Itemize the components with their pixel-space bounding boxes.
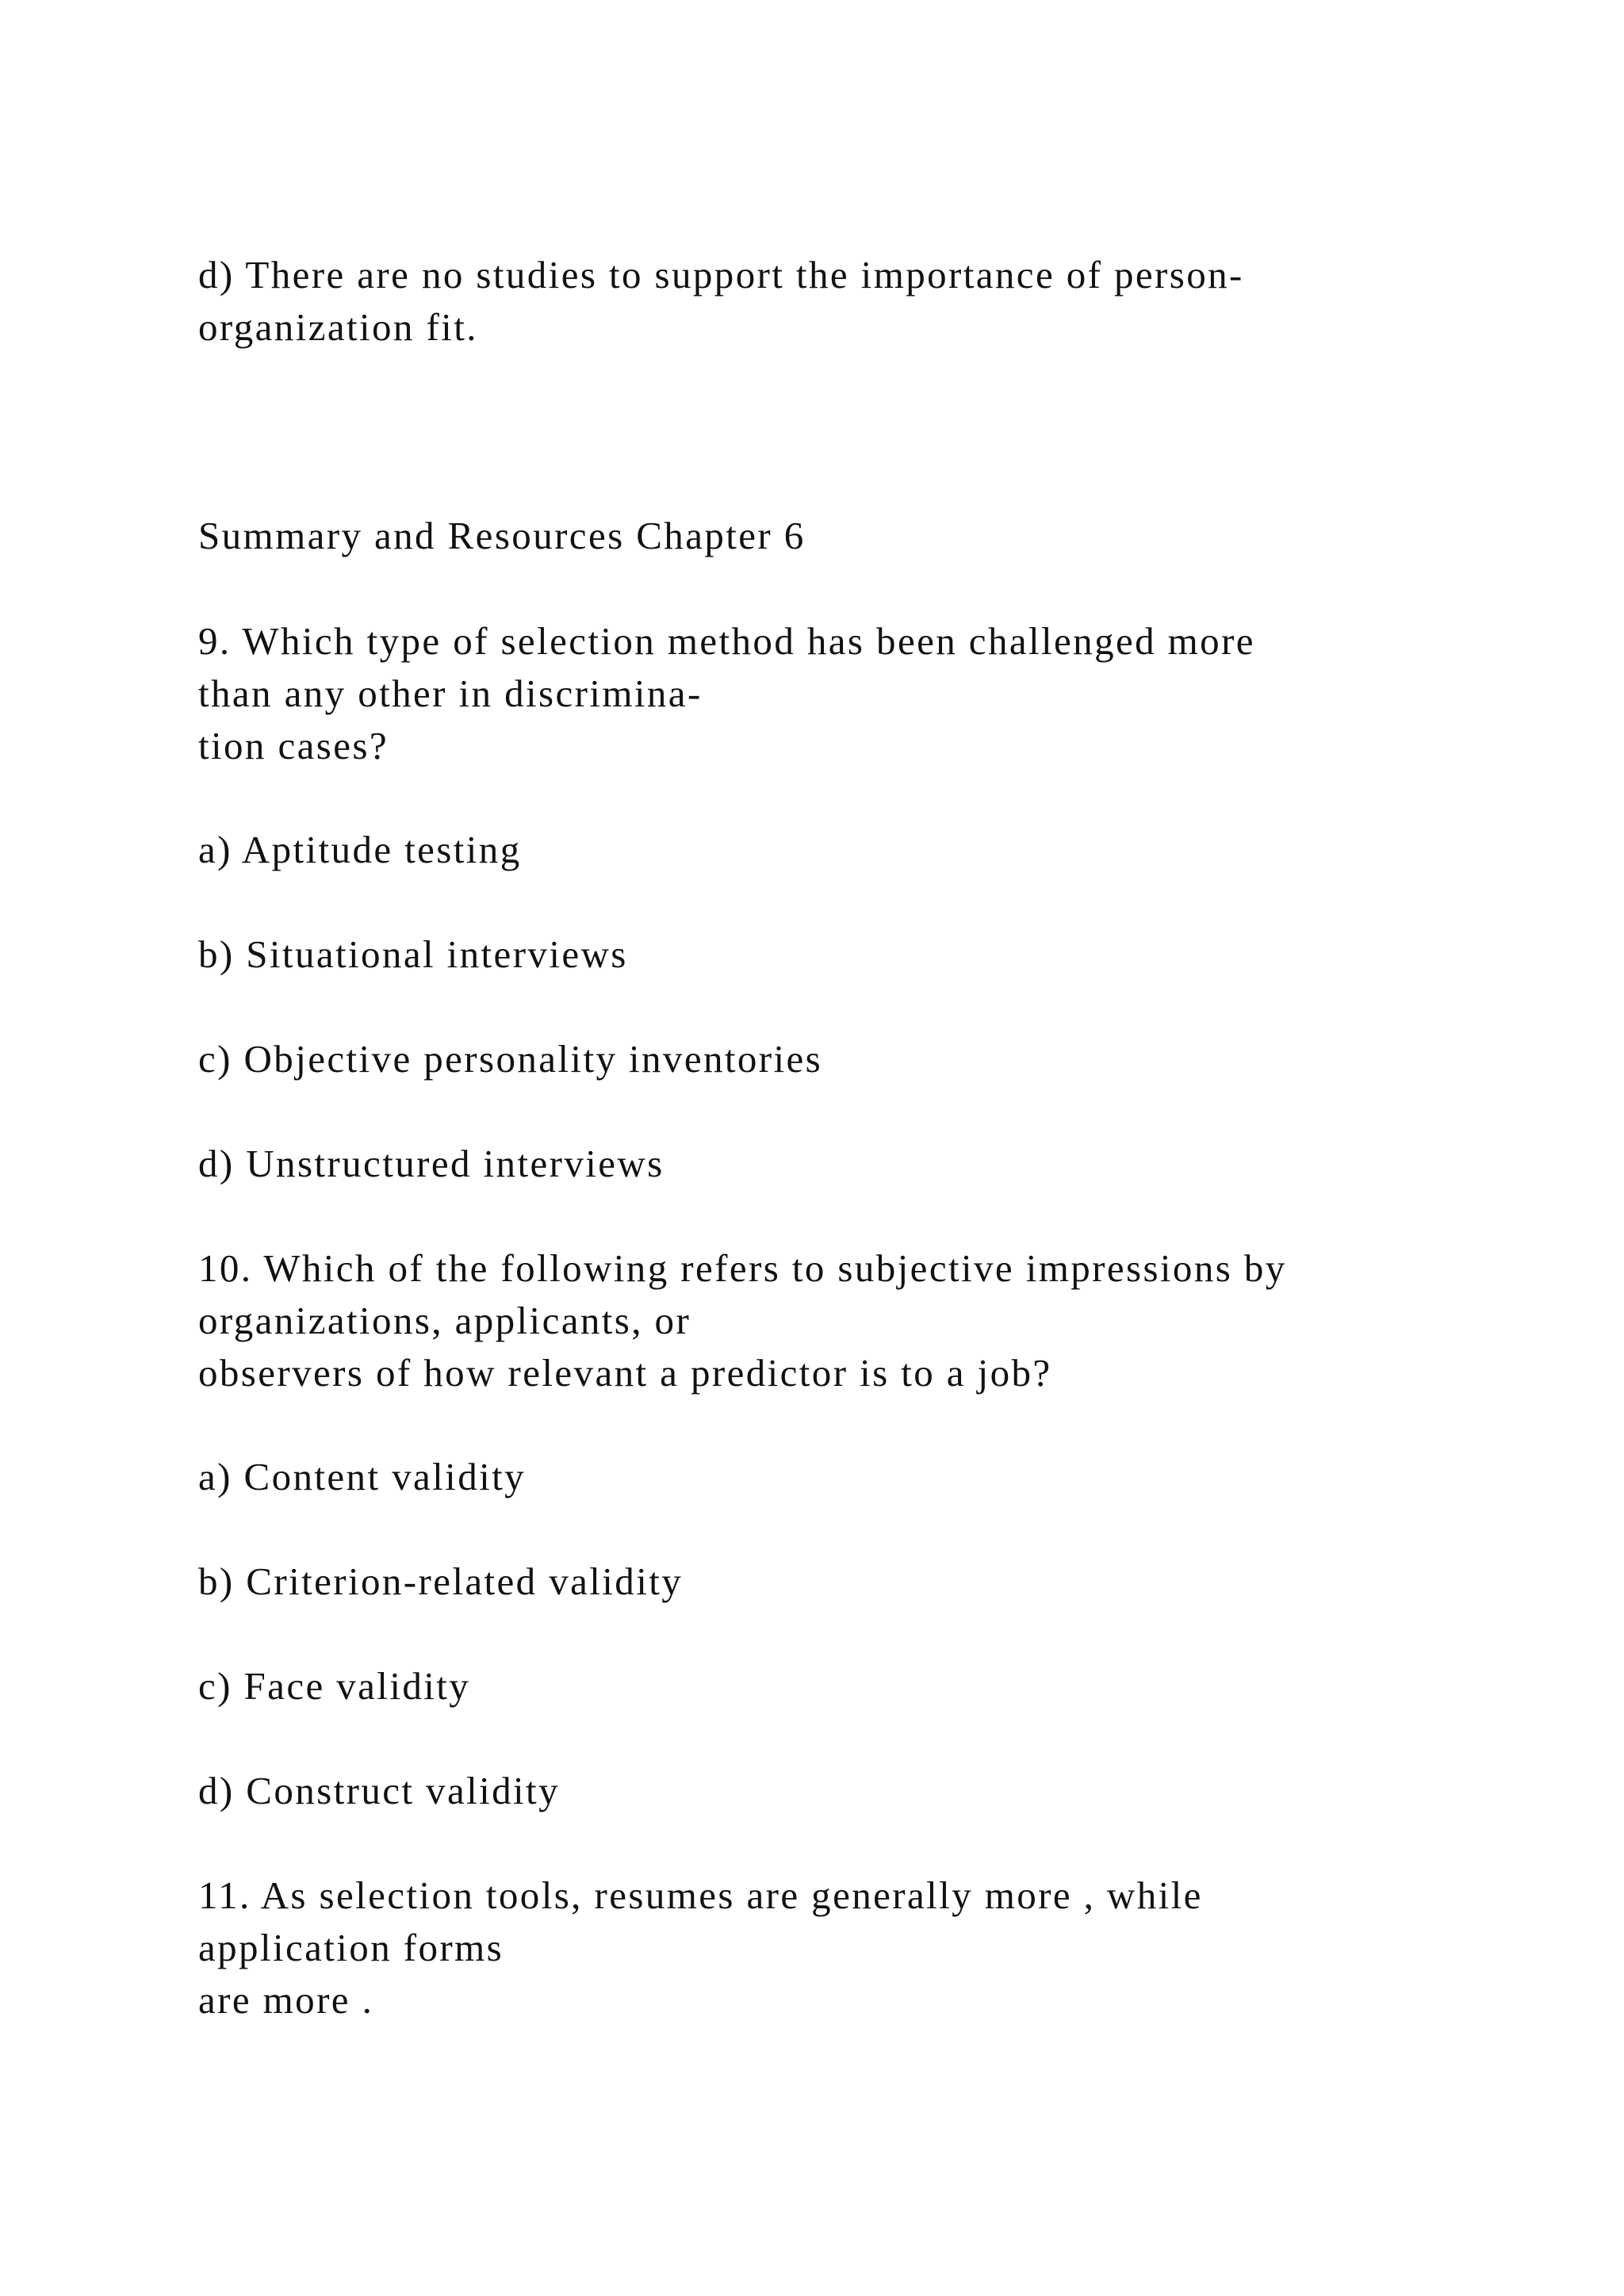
question-10-option-a: a) Content validity <box>198 1455 527 1498</box>
question-10-option-b: b) Criterion-related validity <box>198 1559 684 1603</box>
question-11-line-2: application forms <box>198 1926 504 1969</box>
question-9-option-b: b) Situational interviews <box>198 932 628 976</box>
question-10-line-1: 10. Which of the following refers to subjective impressions by <box>198 1246 1287 1290</box>
question-11-line-1: 11. As selection tools, resumes are generally more , while <box>198 1873 1203 1917</box>
question-10-option-d: d) Construct validity <box>198 1769 560 1812</box>
question-9-option-a: a) Aptitude testing <box>198 828 522 871</box>
question-10-line-2: organizations, applicants, or <box>198 1299 691 1342</box>
section-heading: Summary and Resources Chapter 6 <box>198 514 806 557</box>
question-9-line-3: tion cases? <box>198 724 389 767</box>
question-9-option-d: d) Unstructured interviews <box>198 1142 665 1185</box>
option-d-line-1: d) There are no studies to support the importance of person- <box>198 253 1244 297</box>
question-9-line-2: than any other in discrimina- <box>198 672 703 715</box>
question-10-option-c: c) Face validity <box>198 1664 471 1708</box>
question-9-option-c: c) Objective personality inventories <box>198 1037 823 1081</box>
question-10-line-3: observers of how relevant a predictor is to a job? <box>198 1351 1052 1395</box>
option-d-line-2: organization fit. <box>198 305 478 349</box>
question-11-line-3: are more . <box>198 1978 374 2022</box>
question-9-line-1: 9. Which type of selection method has been challenged more <box>198 619 1255 663</box>
